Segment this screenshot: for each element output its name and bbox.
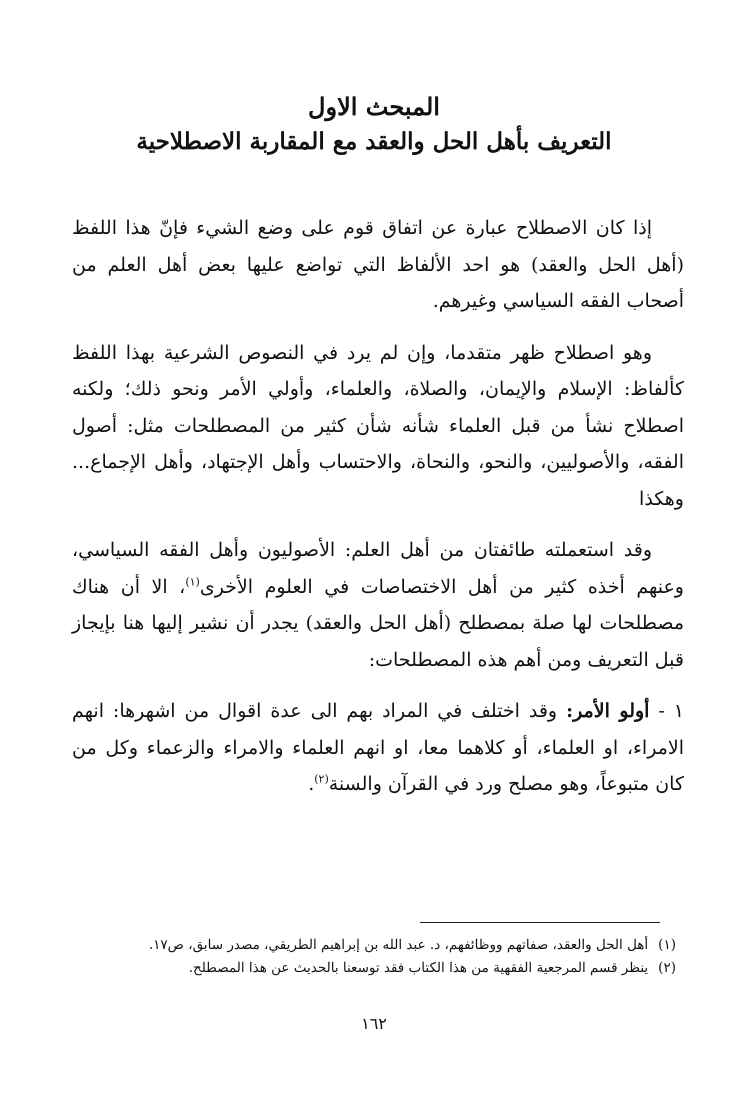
paragraph-4-text: وقد اختلف في المراد بهم الى عدة اقوال من اشهرها: انهم الامراء، او العلماء، أو كلاهما معا، او انهم العلماء والامراء والزعماء وكل من كان متبوعاً، وهو مصلح ورد في القرآن والسنة bbox=[72, 700, 684, 795]
paragraph-4-end: . bbox=[308, 773, 315, 795]
footnote-1 bbox=[72, 934, 676, 957]
footnote-2 bbox=[72, 957, 676, 980]
footnotes bbox=[72, 934, 676, 980]
footnote-ref-2[interactable]: (٢) bbox=[314, 772, 329, 786]
footnote-number: (١) bbox=[658, 937, 676, 953]
main-text bbox=[72, 210, 684, 818]
footnote-separator bbox=[420, 922, 660, 923]
term-heading: أولو الأمر: bbox=[566, 700, 650, 722]
list-number: ١ - bbox=[649, 700, 685, 722]
paragraph-1: إذا كان الاصطلاح عبارة عن اتفاق قوم على وضع الشيء فإنّ هذا اللفظ (أهل الحل والعقد) هو احد الألفاظ التي تواضع عليها بعض أهل العلم من أصحاب الفقه السياسي وغيرهم. bbox=[72, 217, 684, 312]
footnote-text: ينظر قسم المرجعية الفقهية من هذا الكتاب فقد توسعنا بالحديث عن هذا المصطلح. bbox=[188, 960, 649, 976]
paragraph-3-text-start: وقد استعملته طائفتان من أهل العلم: الأصوليون وأهل الفقه السياسي، وعنهم أخذه كثير من أهل الاختصاصات في العلوم الأخرى bbox=[72, 539, 684, 598]
section-subtitle: التعريف بأهل الحل والعقد مع المقاربة الاصطلاحية bbox=[136, 128, 612, 155]
footnote-number: (٢) bbox=[658, 960, 676, 976]
page-number: ١٦٢ bbox=[361, 1014, 387, 1033]
paragraph-4 bbox=[72, 693, 684, 803]
footnote-text: أهل الحل والعقد، صفاتهم ووظائفهم، د. عبد الله بن إبراهيم الطريقي، مصدر سابق، ص١٧. bbox=[148, 937, 649, 953]
footnote-ref-1[interactable]: (١) bbox=[185, 575, 200, 589]
section-heading bbox=[60, 90, 688, 160]
paragraph-3 bbox=[72, 532, 684, 678]
paragraph-3-text-end: ، الا أن هناك مصطلحات لها صلة بمصطلح (أهل الحل والعقد) يجدر أن نشير إليها هنا بإيجاز قبل التعريف ومن أهم هذه المصطلحات: bbox=[72, 575, 684, 671]
paragraph-2: وهو اصطلاح ظهر متقدما، وإن لم يرد في النصوص الشرعية بهذا اللفظ كألفاظ: الإسلام والإيمان، والصلاة، والعلماء، وأولي الأمر ونحو ذلك؛ ولكنه اصطلاح نشأ من قبل العلماء شأنه شأن كثير من المصطلحات مثل: أصول الفقه، والأصوليين، والنحو، والنحاة، والاحتساب وأهل الإجتهاد، وأهل الإجماع... وهكذا bbox=[72, 341, 684, 510]
section-title: المبحث الاول bbox=[308, 92, 440, 121]
